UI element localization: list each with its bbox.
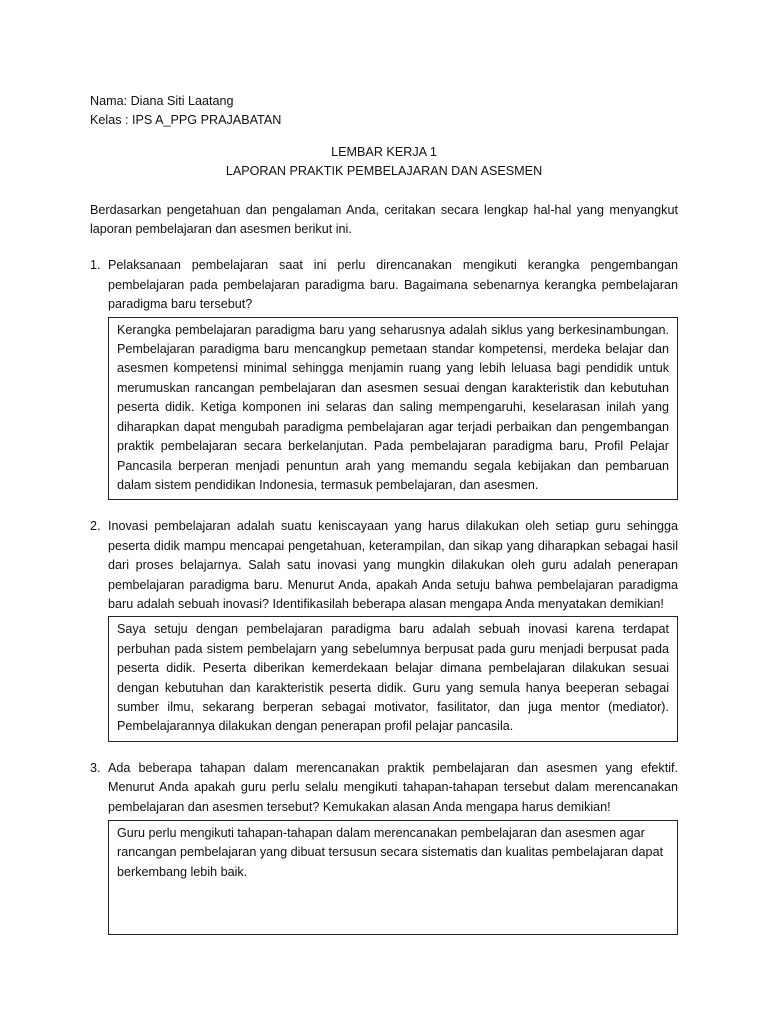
question-text: Ada beberapa tahapan dalam merencanakan praktik pembelajaran dan asesmen yang efektif. Menurut Anda apakah guru perlu selalu mengikuti tahapan-tahapan tersebut dalam merencanakan pembelajaran dan asesmen tersebut? Kemukakan alasan Anda mengapa harus demikian!	[108, 760, 678, 814]
student-class: Kelas : IPS A_PPG PRAJABATAN	[90, 113, 282, 128]
intro-paragraph: Berdasarkan pengetahuan dan pengalaman Anda, ceritakan secara lengkap hal-hal yang menyangkut laporan pembelajaran dan asesmen berikut ini.	[90, 202, 678, 237]
answer-box: Guru perlu mengikuti tahapan-tahapan dalam merencanakan pembelajaran dan asesmen agar rancangan pembelajaran yang dibuat tersusun secara sistematis dan kualitas pembelajaran dapat berkembang lebih baik.	[108, 820, 678, 935]
question-list	[90, 256, 678, 935]
title-report: LAPORAN PRAKTIK PEMBELAJARAN DAN ASESMEN	[225, 164, 543, 179]
question-text: Inovasi pembelajaran adalah suatu keniscayaan yang harus dilakukan oleh setiap guru sehingga peserta didik mampu mencapai pengetahuan, keterampilan, dan sikap yang diharapkan sebagai hasil dari proses belajarnya. Salah satu inovasi yang mungkin dilakukan oleh guru adalah penerapan pembelajaran paradigma baru. Menurut Anda, apakah Anda setuju bahwa pembelajaran paradigma baru adalah sebuah inovasi? Identifikasilah beberapa alasan mengapa Anda menyatakan demikian!	[108, 519, 678, 611]
student-name: Nama: Diana Siti Laatang	[90, 94, 234, 108]
question-number: 2.	[90, 519, 101, 534]
document-title	[90, 143, 678, 182]
question-item-2	[90, 517, 678, 741]
question-item-3	[90, 759, 678, 935]
question-number: 3.	[90, 760, 101, 775]
answer-box: Kerangka pembelajaran paradigma baru yang seharusnya adalah siklus yang berkesinambungan. Pembelajaran paradigma baru mencangkup pemetaan standar kompetensi, merdeka belajar dan asesmen kompetensi minimal sehingga menjamin ruang yang lebih leluasa bagi pendidik untuk merumuskan rancangan pembelajaran dan asesmen sesuai dengan karakteristik dan kebutuhan peserta didik. Ketiga komponen ini selaras dan saling mempengaruhi, keselarasan inilah yang diharapkan dapat mengubah paradigma pembelajaran agar terjadi perbaikan dan pengembangan praktik pembelajaran secara berkelanjutan. Pada pembelajaran paradigma baru, Profil Pelajar Pancasila berperan menjadi penuntun arah yang memandu segala kebijakan dan pembaruan dalam sistem pendidikan Indonesia, termasuk pembelajaran, dan asesmen.	[108, 317, 678, 501]
student-info	[90, 92, 678, 131]
question-item-1	[90, 256, 678, 500]
question-text: Pelaksanaan pembelajaran saat ini perlu direncanakan mengikuti kerangka pengembangan pembelajaran pada pembelajaran paradigma baru. Bagaimana sebenarnya kerangka pembelajaran paradigma baru tersebut?	[108, 258, 678, 312]
title-worksheet: LEMBAR KERJA 1	[331, 144, 437, 159]
answer-box: Saya setuju dengan pembelajaran paradigma baru adalah sebuah inovasi karena terdapat perbuhan pada sistem pembelajarn yang sebelumnya berpusat pada guru menjadi berpusat pada peserta didik. Peserta diberikan kemerdekaan belajar dimana pembelajaran dilakukan sesuai dengan kebutuhan dan karakteristik peserta didik. Guru yang semula hanya beeperan sebagai sumber ilmu, sekarang berperan sebagai motivator, fasilitator, dan juga mentor (mediator). Pembelajarannya dilakukan dengan penerapan profil pelajar pancasila.	[108, 616, 678, 741]
worksheet-page	[90, 92, 678, 952]
question-number: 1.	[90, 258, 101, 273]
